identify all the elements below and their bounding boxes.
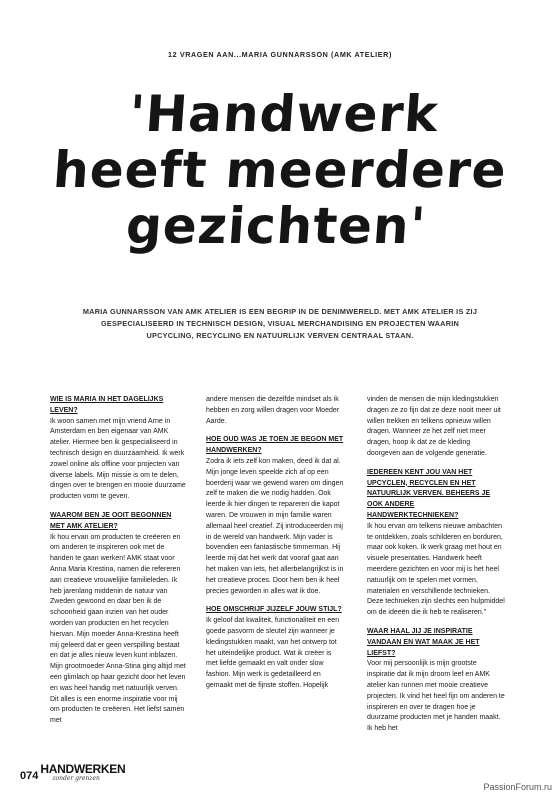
answer-text: Ik woon samen met mijn vriend Arne in Amsterdam en ben eigenaar van AMK atelier. Hiermee ben ik gespecialiseerd in technisch design en duurzaamheid. Ik werk zowel online als offline voor projecten van diverse labels. Mijn missie is om te delen, dingen over te brengen en mooie duurzame producten vorm te geven. bbox=[50, 417, 186, 501]
answer-text: Zodra ik iets zelf kon maken, deed ik dat al. Mijn jonge leven speelde zich af op een boerderij waar we gewend waren om dingen zelf te maken die we nodig hadden. Ook leerde ik hier dingen te repareren die kapot waren. De vrouwen in mijn familie waren allemaal heel creatief. Zij introduceerden mij in de wereld van handwerk. Mijn vader is bovendien een fantastische timmerman. Hij leerde mij dat het werk dat vooraf gaat aan het maken van iets, het allerbelangrijkst is in het creatieve proces. Door hem ben ik heel precies geworden in alles wat ik doe. bbox=[206, 457, 344, 595]
answer-text: Voor mij persoonlijk is mijn grootste inspiratie dat ik mijn droom leef en AMK atelier kan runnen met mooie creatieve projecten. Ik vind het heel fijn om anderen te inspireren en over te dragen hoe je duurzame producten met je handen maakt. Ik heb het bbox=[367, 660, 505, 733]
question-heading: IEDEREEN KENT JOU VAN HET UPCYCLEN, RECYCLEN EN HET NATUURLIJK VERVEN. BEHEERS JE OOK ANDERE HANDWERKTECHNIEKEN? bbox=[367, 468, 491, 519]
intro-paragraph: MARIA GUNNARSSON VAN AMK ATELIER IS EEN BEGRIP IN DE DENIMWERELD. MET AMK ATELIER IS ZIJ GESPECIALISEERD IN TECHNISCH DESIGN, VISUAL MERCHANDISING EN PROJECTEN WAARIN UPCYCLING, RECYCLING EN NATUURLIJK VERVEN CENTRAAL STAAN. bbox=[82, 307, 478, 340]
answer-text: Ik hou ervan om producten te creëeren en om anderen te inspireren ook met de handen te gaan werken! AMK staat voor Anna Maria Krestina, namen die refereren aan creatieve vrouwelijke familieleden. Ik heb jarenlang middenin de natuur van Zweden gewoond en daar ben ik de schoonheid gaan inzien van het ouder worden van producten en het recyclen hiervan. Mijn moeder Anna-Krestina heeft mij geleerd dat er geen verspilling bestaat en dat je alles nieuw leven kunt inblazen. Mijn grootmoeder Anna-Stina ging altijd met een glimlach op haar gezicht door het leven en was heel handig met natuurlijk verven. Dit alles is een enorme inspiratie voor mij om producten te creëeren. Het liefst samen met bbox=[50, 533, 186, 725]
section-kicker: 12 VRAGEN AAN...MARIA GUNNARSSON (AMK ATELIER) bbox=[168, 50, 392, 59]
question-heading: HOE OMSCHRIJF JIJZELF JOUW STIJL? bbox=[206, 606, 342, 614]
page-number: 074 bbox=[20, 770, 39, 782]
question-heading: WIE IS MARIA IN HET DAGELIJKS LEVEN? bbox=[50, 396, 164, 414]
article-title bbox=[0, 86, 560, 254]
title-line-2: heeft meerdere bbox=[51, 141, 509, 199]
answer-text: Ik geloof dat kwaliteit, functionaliteit en een goede pasvorm de sleutel zijn wanneer je kledingstukken maakt, van het ontwerp tot het uiteindelijke product. Wat ik creëer is met liefde gemaakt en valt onder slow fashion. Mijn werk is gedetailleerd en gemaakt met de fijnste stoffen. Hopelijk bbox=[206, 617, 340, 689]
text-column-2 bbox=[206, 395, 344, 692]
question-heading: WAAROM BEN JE OOIT BEGONNEN MET AMK ATELIER? bbox=[50, 511, 172, 530]
question-heading: HOE OUD WAS JE TOEN JE BEGON MET HANDWERKEN? bbox=[206, 436, 344, 455]
answer-text: vinden de mensen die mijn kledingstukken dragen ze zo fijn dat ze deze nooit meer uit willen trekken en telkens opnieuw willen dragen. Wanneer ze het zelf niet meer dragen, hoop ik dat ze de kleding doorgeven aan de volgende generatie. bbox=[367, 396, 501, 457]
title-line-1: 'Handwerk bbox=[127, 85, 441, 143]
text-column-1 bbox=[50, 395, 188, 727]
text-column-3 bbox=[367, 395, 505, 735]
question-heading: WAAR HAAL JIJ JE INSPIRATIE VANDAAN EN WAT MAAK JE HET LIEFST? bbox=[367, 627, 480, 657]
magazine-tagline: zonder grenzen bbox=[52, 775, 100, 782]
watermark: PassionForum.ru bbox=[483, 782, 552, 792]
page-folio bbox=[20, 763, 125, 782]
magazine-logo bbox=[40, 763, 125, 782]
title-line-3: gezichten' bbox=[124, 197, 429, 255]
answer-text: andere mensen die dezelfde mindset als ik hebben en zorg willen dragen voor Moeder Aarde. bbox=[206, 396, 340, 425]
answer-text: Ik hou ervan om telkens nieuwe ambachten te ontdekken, zoals schilderen en borduren, maar ook koken. Ik werk graag met hout en visuele presentaties. Handwerk heeft meerdere gezichten en voor mij is het heel natuurlijk om te spelen met vormen, materialen en verschillende technieken. Deze technieken zijn slechts een hulpmiddel om de ideeën die ik heb te realiseren." bbox=[367, 522, 505, 617]
magazine-name: HANDWERKEN bbox=[40, 762, 126, 776]
